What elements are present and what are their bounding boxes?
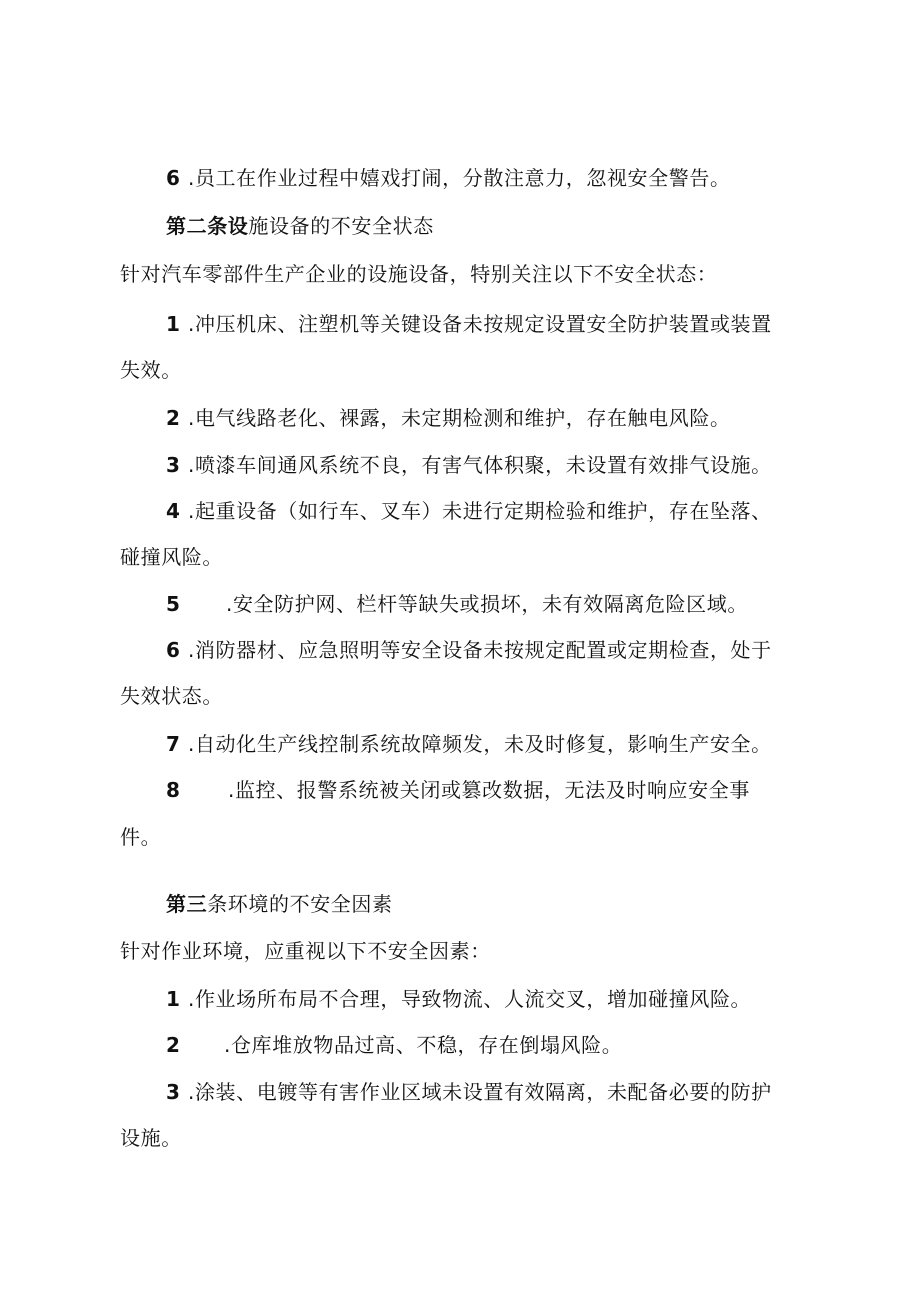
item-text: .消防器材、应急照明等安全设备未按规定配置或定期检查，处于 — [188, 638, 772, 662]
article-heading — [166, 212, 434, 240]
list-item — [166, 164, 731, 192]
list-item — [166, 776, 750, 804]
item-text: .电气线路老化、裸露，未定期检测和维护，存在触电风险。 — [188, 406, 731, 430]
article-heading-rest: 条环境的不安全因素 — [207, 892, 393, 916]
item-number: 3 — [166, 453, 181, 477]
item-text: .作业场所布局不合理，导致物流、人流交叉，增加碰撞风险。 — [188, 987, 752, 1011]
item-number: 5 — [166, 592, 181, 616]
list-item — [166, 985, 751, 1013]
item-text: .冲压机床、注塑机等关键设备未按规定设置安全防护装置或装置 — [188, 312, 772, 336]
list-item — [166, 730, 772, 758]
item-text: .仓库堆放物品过高、不稳，存在倒塌风险。 — [224, 1033, 623, 1057]
list-item — [166, 590, 748, 618]
item-number: 3 — [166, 1080, 181, 1104]
article-intro: 针对作业环境，应重视以下不安全因素： — [120, 939, 491, 963]
list-item — [166, 497, 772, 525]
list-item — [166, 1031, 622, 1059]
list-item — [166, 310, 772, 338]
article-heading-bold: 第三 — [166, 892, 208, 916]
list-item — [166, 404, 731, 432]
item-number: 1 — [166, 987, 181, 1011]
item-number: 8 — [166, 778, 181, 802]
item-text: .安全防护网、栏杆等缺失或损坏，未有效隔离危险区域。 — [226, 592, 748, 616]
item-text: .自动化生产线控制系统故障频发，未及时修复，影响生产安全。 — [188, 732, 772, 756]
item-number: 2 — [166, 406, 181, 430]
item-number: 4 — [166, 499, 181, 523]
item-text: .员工在作业过程中嬉戏打闹，分散注意力，忽视安全警告。 — [188, 166, 731, 190]
item-continuation: 碰撞风险。 — [120, 545, 223, 569]
item-continuation: 设施。 — [120, 1126, 182, 1150]
item-continuation: 失效状态。 — [120, 684, 223, 708]
item-number: 1 — [166, 312, 181, 336]
item-text: .起重设备（如行车、叉车）未进行定期检验和维护，存在坠落、 — [188, 499, 772, 523]
item-text: .喷漆车间通风系统不良，有害气体积聚，未设置有效排气设施。 — [188, 453, 772, 477]
item-number: 2 — [166, 1033, 181, 1057]
list-item — [166, 636, 772, 664]
list-item — [166, 1078, 772, 1106]
item-text: .涂装、电镀等有害作业区域未设置有效隔离，未配备必要的防护 — [188, 1080, 772, 1104]
item-text: .监控、报警系统被关闭或篡改数据，无法及时响应安全事 — [228, 778, 750, 802]
article-intro: 针对汽车零部件生产企业的设施设备，特别关注以下不安全状态： — [120, 262, 718, 286]
item-number: 6 — [166, 166, 181, 190]
item-continuation: 件。 — [120, 825, 162, 849]
article-heading — [166, 890, 393, 918]
list-item — [166, 451, 772, 479]
article-heading-rest: 施设备的不安全状态 — [248, 214, 434, 238]
article-heading-bold: 第二条设 — [166, 214, 249, 238]
item-number: 6 — [166, 638, 181, 662]
item-continuation: 失效。 — [120, 358, 182, 382]
item-number: 7 — [166, 732, 181, 756]
